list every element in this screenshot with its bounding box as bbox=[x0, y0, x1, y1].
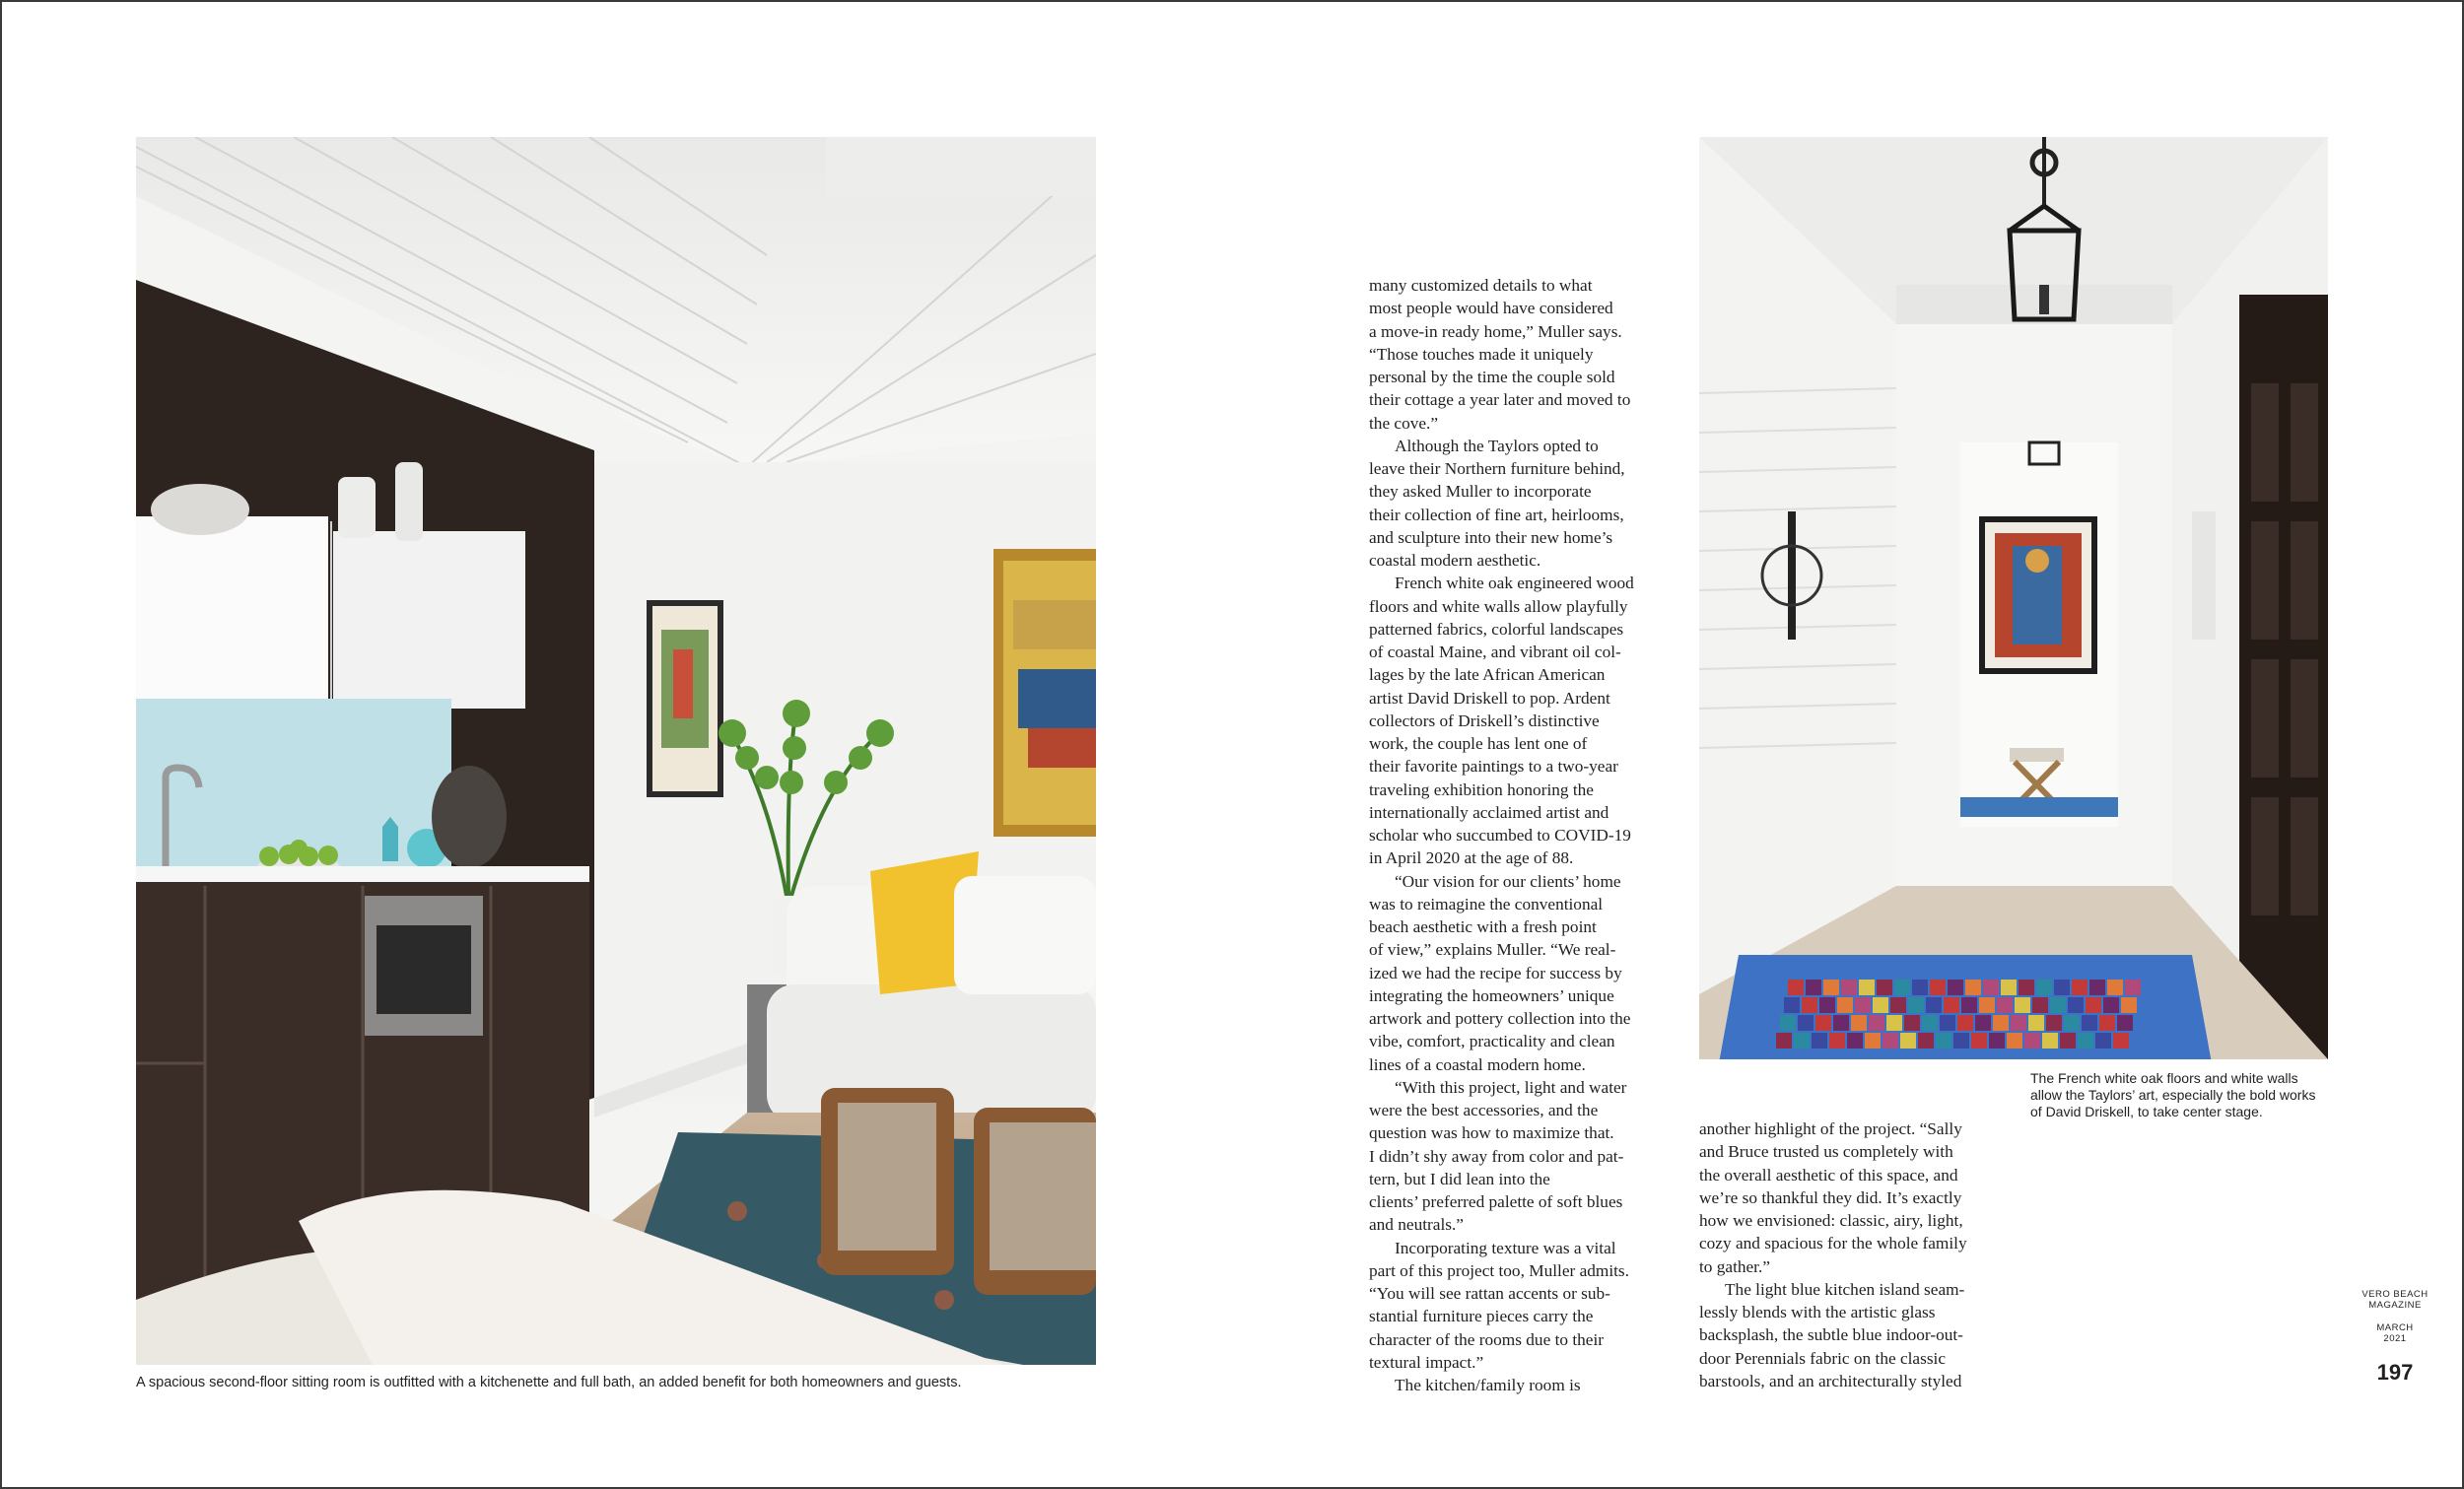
text-line: “With this project, light and water bbox=[1395, 1077, 1627, 1097]
rug-tile bbox=[1847, 1033, 1863, 1049]
text-line: a move-in ready home,” Muller says. bbox=[1369, 321, 1622, 341]
paragraph bbox=[1369, 1076, 1665, 1237]
text-line: French white oak engineered wood bbox=[1395, 574, 1634, 593]
rug-tile bbox=[1865, 1033, 1881, 1049]
text-line: to gather.” bbox=[1699, 1256, 1770, 1276]
text-line: part of this project too, Muller admits. bbox=[1369, 1260, 1629, 1280]
magazine-name-line-1: VERO BEACH bbox=[2361, 1289, 2429, 1300]
rug-tile bbox=[1829, 1033, 1845, 1049]
text-line: patterned fabrics, colorful landscapes bbox=[1369, 619, 1624, 639]
text-line: vibe, comfort, practicality and clean bbox=[1369, 1032, 1615, 1051]
rug-tile bbox=[2068, 997, 2084, 1013]
paragraph bbox=[1699, 1278, 2005, 1392]
rug-tile bbox=[2099, 1015, 2115, 1031]
rug-tile bbox=[1961, 997, 1977, 1013]
paragraph bbox=[1699, 1117, 2005, 1278]
text-line: work, the couple has lent one of bbox=[1369, 734, 1588, 753]
magazine-name-line-2: MAGAZINE bbox=[2368, 1300, 2422, 1311]
text-line: the overall aesthetic of this space, and bbox=[1699, 1165, 1958, 1184]
text-line: leave their Northern furniture behind, bbox=[1369, 459, 1625, 478]
rug-tile bbox=[1940, 1015, 1955, 1031]
rug-tile bbox=[2015, 997, 2030, 1013]
text-line: artwork and pottery collection into the bbox=[1369, 1009, 1631, 1028]
rug-tile bbox=[1965, 980, 1981, 995]
rug-tile bbox=[1873, 997, 1888, 1013]
text-line: of view,” explains Muller. “We real- bbox=[1369, 940, 1616, 960]
issue-year: 2021 bbox=[2383, 1333, 2407, 1344]
text-line: Although the Taylors opted to bbox=[1395, 436, 1599, 455]
text-line: most people would have considered bbox=[1369, 299, 1613, 318]
rug-tile bbox=[1798, 1015, 1814, 1031]
rug-tile bbox=[2036, 980, 2052, 995]
rug-tile bbox=[2089, 980, 2105, 995]
text-line: tern, but I did lean into the bbox=[1369, 1169, 1550, 1188]
text-line: and neutrals.” bbox=[1369, 1215, 1464, 1235]
text-line: floors and white walls allow playfully bbox=[1369, 596, 1628, 616]
rug-tile bbox=[1989, 1033, 2005, 1049]
text-line: I didn’t shy away from color and pat- bbox=[1369, 1146, 1624, 1166]
rug-tile bbox=[2054, 980, 2070, 995]
paragraph bbox=[1369, 1237, 1665, 1375]
text-line: question was how to maximize that. bbox=[1369, 1123, 1614, 1143]
paragraph bbox=[1369, 1374, 1665, 1396]
rug-tile bbox=[2072, 980, 2088, 995]
rug-tile bbox=[2107, 980, 2123, 995]
text-line: lages by the late African American bbox=[1369, 665, 1606, 685]
rug-tile bbox=[1833, 1015, 1849, 1031]
rug-tile bbox=[1794, 1033, 1810, 1049]
rug-tile bbox=[2019, 980, 2034, 995]
text-line: of coastal Maine, and vibrant oil col- bbox=[1369, 643, 1621, 661]
rug-tile bbox=[1851, 1015, 1867, 1031]
rug-tile bbox=[2024, 1033, 2040, 1049]
text-line: “You will see rattan accents or sub- bbox=[1369, 1284, 1610, 1303]
rug-tile bbox=[1886, 1015, 1902, 1031]
text-line: artist David Driskell to pop. Ardent bbox=[1369, 688, 1610, 708]
page-number: 197 bbox=[2376, 1360, 2414, 1385]
text-line: another highlight of the project. “Sally bbox=[1699, 1119, 1962, 1138]
rug-tile bbox=[2028, 1015, 2044, 1031]
rug-tile bbox=[1979, 997, 1995, 1013]
text-line: in April 2020 at the age of 88. bbox=[1369, 848, 1574, 868]
rug-tile bbox=[1983, 980, 1999, 995]
rug-tile bbox=[2001, 980, 2017, 995]
rug-tile bbox=[1993, 1015, 2009, 1031]
issue-date bbox=[2361, 1322, 2429, 1344]
rug-tile bbox=[1806, 980, 1821, 995]
text-line: coastal modern aesthetic. bbox=[1369, 551, 1541, 570]
rug-tile bbox=[2011, 1015, 2026, 1031]
rug-tile bbox=[1926, 997, 1942, 1013]
rug-tile bbox=[1776, 1033, 1792, 1049]
rug-tile bbox=[2113, 1033, 2129, 1049]
rug-tile bbox=[1953, 1033, 1969, 1049]
rug-tile bbox=[1819, 997, 1835, 1013]
text-line: character of the rooms due to their bbox=[1369, 1329, 1604, 1349]
rug-tile bbox=[1918, 1033, 1934, 1049]
rug-tile bbox=[2060, 1033, 2076, 1049]
text-line: door Perennials fabric on the classic bbox=[1699, 1348, 1947, 1368]
rug-tile bbox=[2064, 1015, 2080, 1031]
rug-tile bbox=[2103, 997, 2119, 1013]
rug-tile bbox=[1957, 1015, 1973, 1031]
article-column-1 bbox=[1369, 274, 1665, 1396]
rug-tile bbox=[2082, 1015, 2097, 1031]
text-line: the cove.” bbox=[1369, 413, 1439, 433]
rug-tile bbox=[1788, 980, 1804, 995]
text-line: collectors of Driskell’s distinctive bbox=[1369, 711, 1600, 730]
text-line: were the best accessories, and the bbox=[1369, 1101, 1599, 1119]
paragraph bbox=[1369, 435, 1665, 573]
rug-tile bbox=[1975, 1015, 1991, 1031]
rug-tile bbox=[1971, 1033, 1987, 1049]
rug-tile bbox=[1802, 997, 1817, 1013]
rug-tile bbox=[2032, 997, 2048, 1013]
hallway-illustration bbox=[1699, 137, 2328, 1059]
rug-tile bbox=[1900, 1033, 1916, 1049]
text-line: their cottage a year later and moved to bbox=[1369, 390, 1631, 410]
rug-tile bbox=[1904, 1015, 1920, 1031]
rug-tile bbox=[1882, 1033, 1898, 1049]
sitting-room-photo bbox=[136, 137, 1096, 1365]
rug-tile bbox=[1890, 997, 1906, 1013]
rug-tile bbox=[1894, 980, 1910, 995]
rug-tile bbox=[1837, 997, 1853, 1013]
rug-tile bbox=[1922, 1015, 1938, 1031]
text-line: backsplash, the subtle blue indoor-out- bbox=[1699, 1325, 1963, 1345]
text-line: The kitchen/family room is bbox=[1395, 1376, 1581, 1394]
rug-tile bbox=[1944, 997, 1959, 1013]
issue-month: MARCH bbox=[2376, 1322, 2414, 1333]
rug-tile bbox=[1812, 1033, 1827, 1049]
text-line: lines of a coastal modern home. bbox=[1369, 1054, 1586, 1074]
rug-tile bbox=[1930, 980, 1946, 995]
rug-tile bbox=[1912, 980, 1928, 995]
text-line: barstools, and an architecturally styled bbox=[1699, 1371, 1962, 1390]
text-line: cozy and spacious for the whole family bbox=[1699, 1234, 1967, 1253]
rug-tile bbox=[1948, 980, 1963, 995]
magazine-name bbox=[2361, 1289, 2429, 1311]
text-line: “Those touches made it uniquely bbox=[1369, 344, 1594, 364]
rug-tile bbox=[1997, 997, 2013, 1013]
rug-tile bbox=[1908, 997, 1924, 1013]
text-line: Incorporating texture was a vital bbox=[1395, 1238, 1616, 1257]
rug-tile bbox=[1780, 1015, 1796, 1031]
rug-tile bbox=[1815, 1015, 1831, 1031]
rug-tile bbox=[2125, 980, 2141, 995]
text-line: The light blue kitchen island seam- bbox=[1725, 1279, 1965, 1299]
rug-tile bbox=[1869, 1015, 1884, 1031]
rug-tile bbox=[1784, 997, 1800, 1013]
rug-tile bbox=[1936, 1033, 1951, 1049]
text-line: and sculpture into their new home’s bbox=[1369, 527, 1613, 547]
text-line: beach aesthetic with a fresh point bbox=[1369, 917, 1597, 936]
rug-tile bbox=[1859, 980, 1875, 995]
text-line: they asked Muller to incorporate bbox=[1369, 482, 1592, 502]
text-line: many customized details to what bbox=[1369, 276, 1593, 295]
rug-tile bbox=[2086, 997, 2101, 1013]
hallway-photo bbox=[1699, 137, 2328, 1059]
rug-tile bbox=[2078, 1033, 2093, 1049]
left-photo-caption: A spacious second-floor sitting room is outfitted with a kitchenette and full bath, an added benefit for both homeowners and guests. bbox=[136, 1375, 962, 1390]
sitting-room-illustration bbox=[136, 137, 1096, 1365]
text-line: clients’ preferred palette of soft blues bbox=[1369, 1192, 1623, 1211]
rug-tile bbox=[2095, 1033, 2111, 1049]
text-line: personal by the time the couple sold bbox=[1369, 368, 1615, 386]
rug-tile bbox=[1877, 980, 1892, 995]
text-line: traveling exhibition honoring the bbox=[1369, 779, 1594, 799]
article-column-2 bbox=[1699, 1117, 2005, 1392]
text-line: their favorite paintings to a two-year bbox=[1369, 757, 1618, 777]
text-line: stantial furniture pieces carry the bbox=[1369, 1307, 1594, 1326]
text-line: and Bruce trusted us completely with bbox=[1699, 1142, 1953, 1162]
text-line: textural impact.” bbox=[1369, 1352, 1484, 1372]
rug-tile bbox=[1841, 980, 1857, 995]
rug-tile bbox=[2046, 1015, 2062, 1031]
text-line: was to reimagine the conventional bbox=[1369, 894, 1604, 914]
text-line: internationally acclaimed artist and bbox=[1369, 802, 1609, 822]
right-photo-caption: The French white oak floors and white walls allow the Taylors’ art, especially the bold works of David Driskell, to take center stage. bbox=[2030, 1070, 2316, 1119]
text-line: ized we had the recipe for success by bbox=[1369, 963, 1622, 982]
text-line: we’re so thankful they did. It’s exactly bbox=[1699, 1187, 1962, 1207]
rug-tile bbox=[1823, 980, 1839, 995]
text-line: scholar who succumbed to COVID-19 bbox=[1369, 826, 1631, 845]
text-line: their collection of fine art, heirlooms, bbox=[1369, 505, 1624, 524]
text-line: lessly blends with the artistic glass bbox=[1699, 1303, 1936, 1321]
text-line: integrating the homeowners’ unique bbox=[1369, 985, 1614, 1005]
paragraph bbox=[1369, 870, 1665, 1076]
rug-tile bbox=[2007, 1033, 2022, 1049]
rug-tile bbox=[1855, 997, 1871, 1013]
rug-tile bbox=[2117, 1015, 2133, 1031]
text-line: how we envisioned: classic, airy, light, bbox=[1699, 1211, 1963, 1230]
text-line: “Our vision for our clients’ home bbox=[1395, 871, 1621, 891]
paragraph bbox=[1369, 572, 1665, 869]
rug-tile bbox=[2050, 997, 2066, 1013]
rug-tile bbox=[2042, 1033, 2058, 1049]
rug-tile bbox=[2121, 997, 2137, 1013]
paragraph bbox=[1369, 274, 1665, 435]
